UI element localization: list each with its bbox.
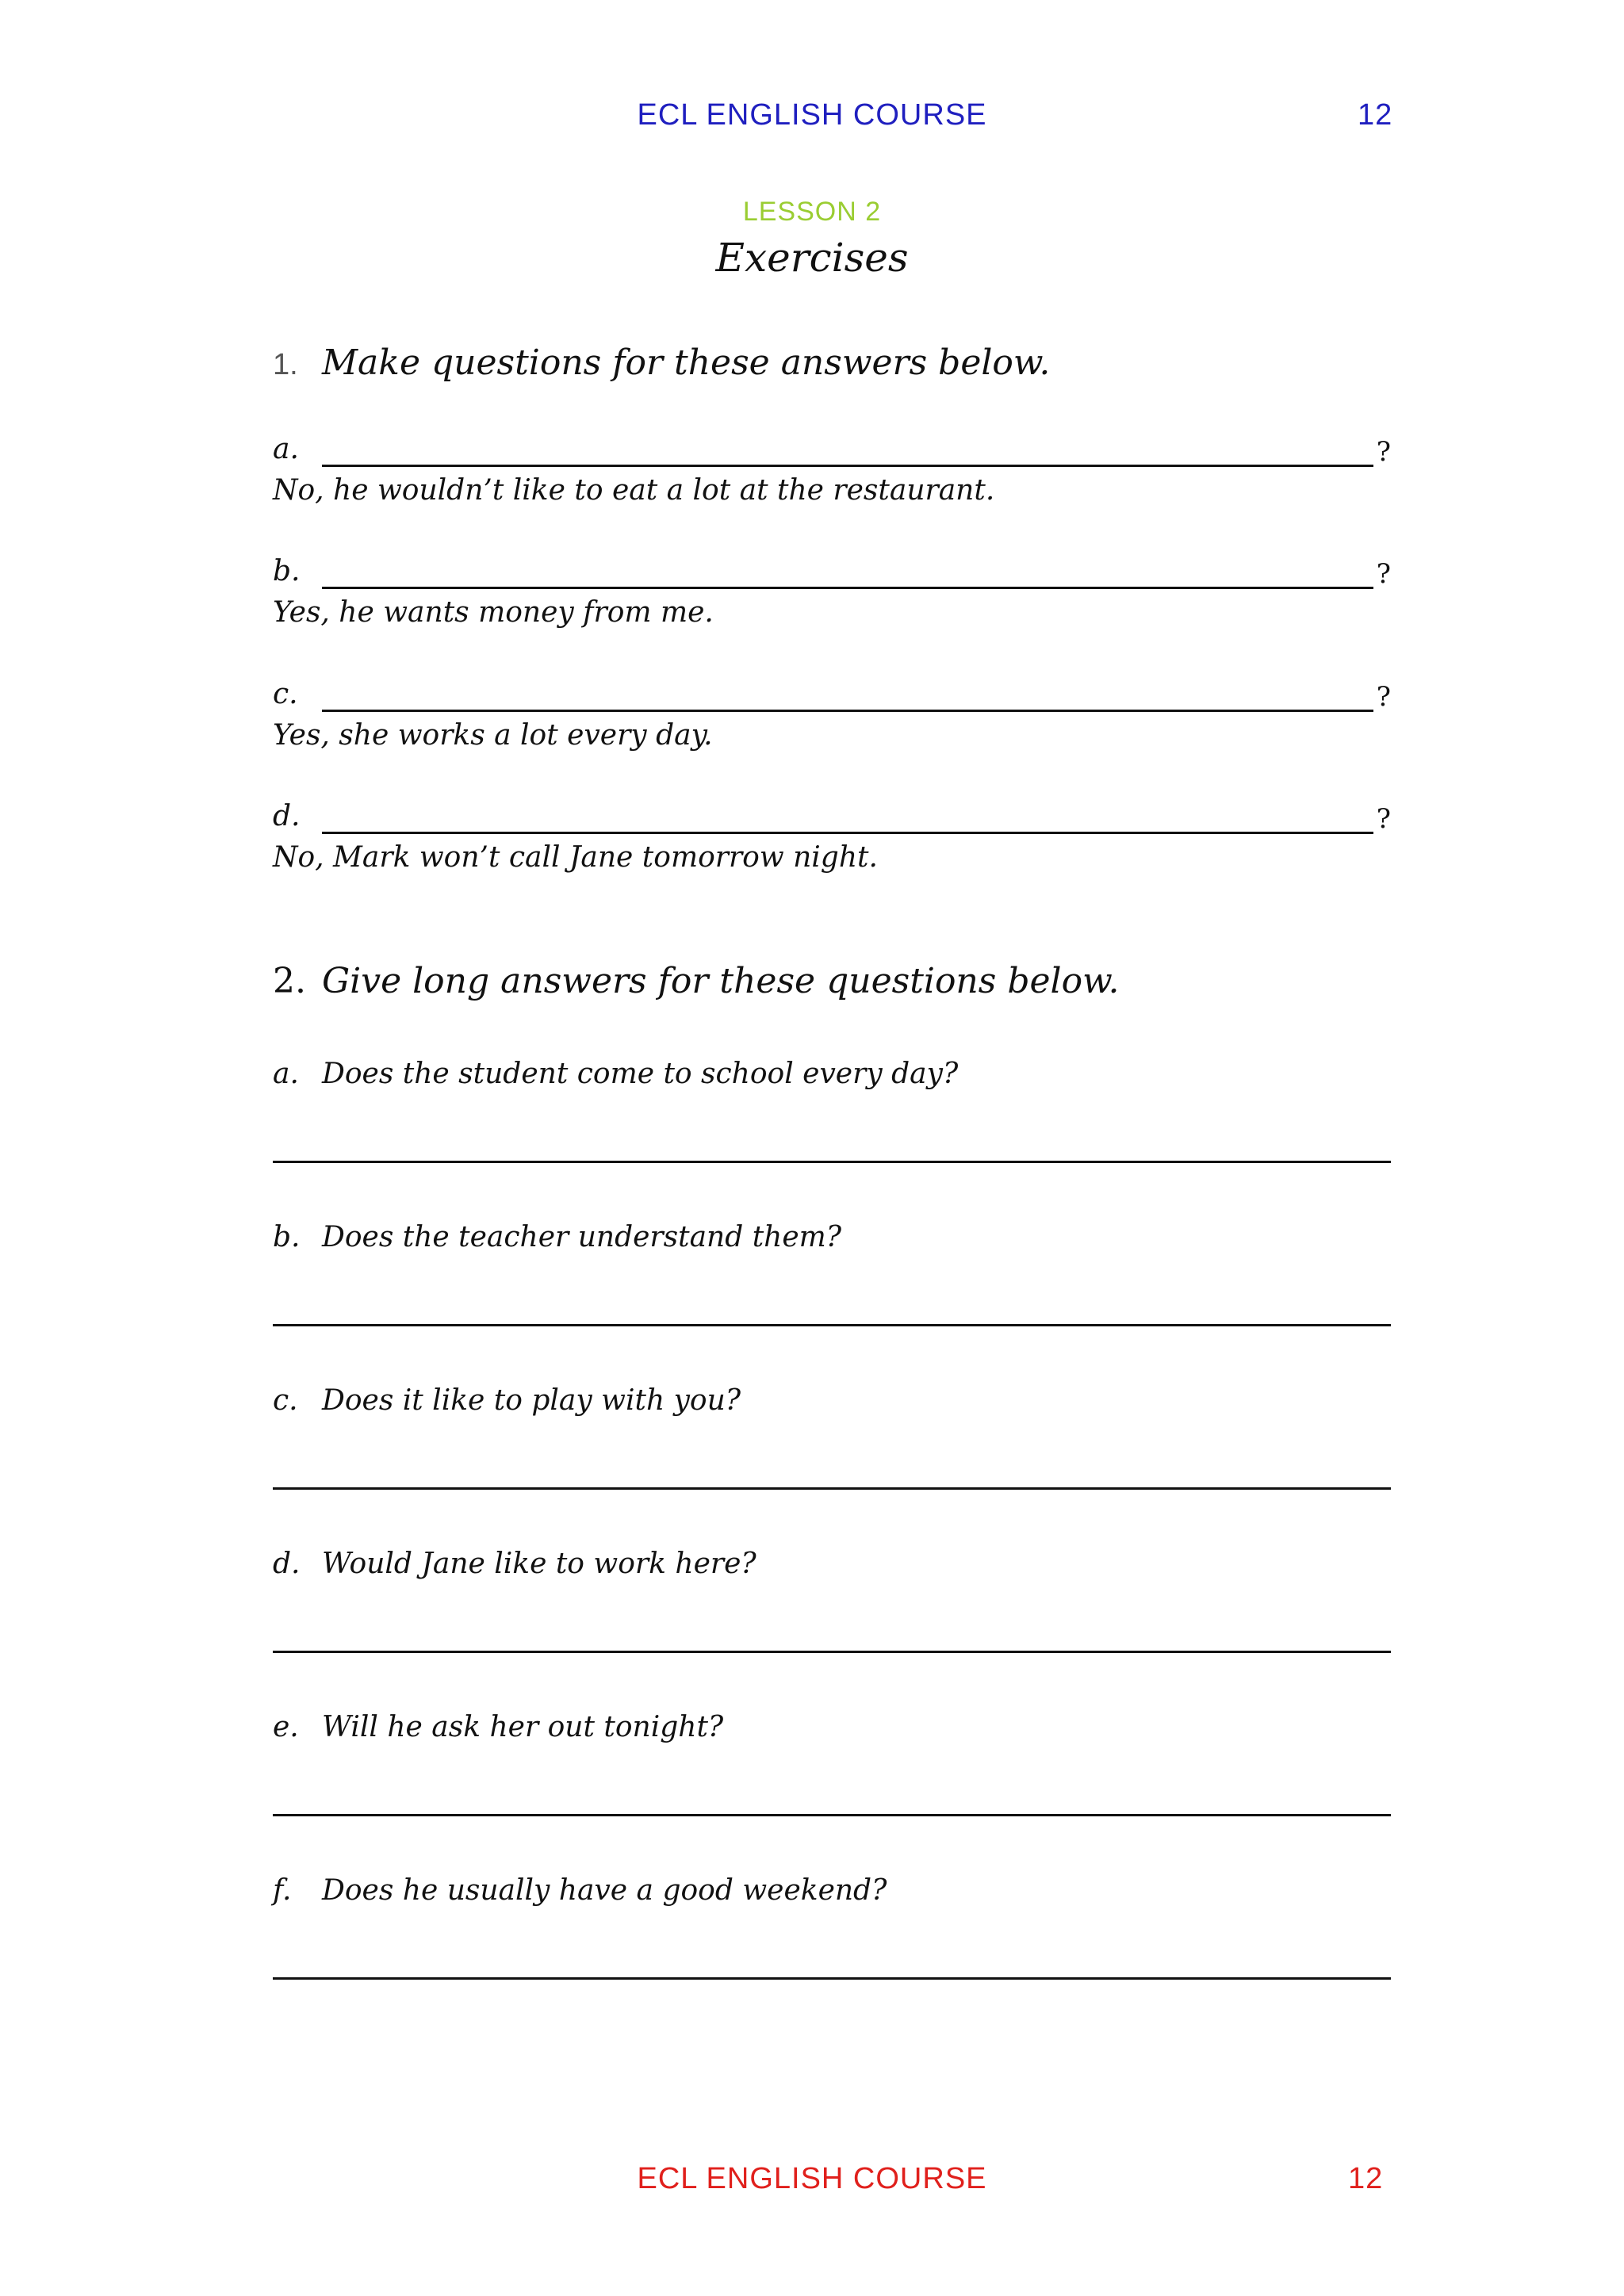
given-answer: No, he wouldn’t like to eat a lot at the restaurant. — [273, 474, 995, 507]
item-letter: b. — [273, 1221, 301, 1253]
question-item-d — [273, 800, 1391, 887]
long-answer-item-d — [273, 1548, 1391, 1674]
lesson-label: LESSON 2 — [742, 197, 882, 227]
item-letter: f. — [273, 1874, 292, 1907]
footer-page-number: 12 — [1348, 2162, 1384, 2195]
page-title: Exercises — [715, 235, 909, 281]
answer-blank-line[interactable] — [273, 1324, 1391, 1326]
section-1-number: 1. — [273, 348, 298, 381]
long-answer-item-c — [273, 1384, 1391, 1511]
section-2-heading — [273, 961, 1120, 1001]
question-mark: ? — [1376, 558, 1391, 590]
section-2-title: Give long answers for these questions below. — [322, 961, 1120, 1001]
item-letter: d. — [273, 800, 301, 832]
answer-blank-line[interactable] — [273, 1977, 1391, 1980]
item-letter: b. — [273, 555, 301, 587]
item-letter: d. — [273, 1548, 301, 1580]
question-mark: ? — [1376, 436, 1391, 468]
long-answer-item-a — [273, 1058, 1391, 1184]
answer-blank-line[interactable] — [273, 1487, 1391, 1490]
question-text: Does the teacher understand them? — [322, 1221, 842, 1253]
item-letter: a. — [273, 1058, 299, 1090]
answer-blank-line[interactable] — [322, 832, 1373, 834]
footer-course-title: ECL ENGLISH COURSE — [637, 2162, 987, 2195]
question-item-a — [273, 433, 1391, 520]
answer-blank-line[interactable] — [322, 710, 1373, 712]
given-answer: No, Mark won’t call Jane tomorrow night. — [273, 841, 878, 874]
given-answer: Yes, he wants money from me. — [273, 596, 714, 629]
section-1-heading — [273, 342, 1050, 383]
answer-blank-line[interactable] — [322, 587, 1373, 589]
long-answer-item-b — [273, 1221, 1391, 1348]
answer-blank-line[interactable] — [273, 1161, 1391, 1163]
header-page-number: 12 — [1358, 98, 1393, 132]
answer-blank-line[interactable] — [273, 1651, 1391, 1653]
question-item-c — [273, 678, 1391, 765]
item-letter: a. — [273, 433, 299, 465]
item-letter: e. — [273, 1711, 299, 1743]
question-text: Would Jane like to work here? — [322, 1548, 756, 1580]
question-text: Does it like to play with you? — [322, 1384, 741, 1417]
question-item-b — [273, 555, 1391, 642]
long-answer-item-f — [273, 1874, 1391, 2001]
question-text: Does the student come to school every day? — [322, 1058, 959, 1090]
answer-blank-line[interactable] — [273, 1814, 1391, 1816]
item-letter: c. — [273, 678, 298, 710]
section-2-number: 2. — [273, 961, 306, 1001]
long-answer-item-e — [273, 1711, 1391, 1838]
question-mark: ? — [1376, 803, 1391, 835]
question-text: Will he ask her out tonight? — [322, 1711, 724, 1743]
header-course-title: ECL ENGLISH COURSE — [637, 98, 987, 132]
section-1-title: Make questions for these answers below. — [322, 342, 1051, 383]
answer-blank-line[interactable] — [322, 465, 1373, 467]
item-letter: c. — [273, 1384, 298, 1417]
question-text: Does he usually have a good weekend? — [322, 1874, 887, 1907]
question-mark: ? — [1376, 681, 1391, 713]
given-answer: Yes, she works a lot every day. — [273, 719, 713, 752]
